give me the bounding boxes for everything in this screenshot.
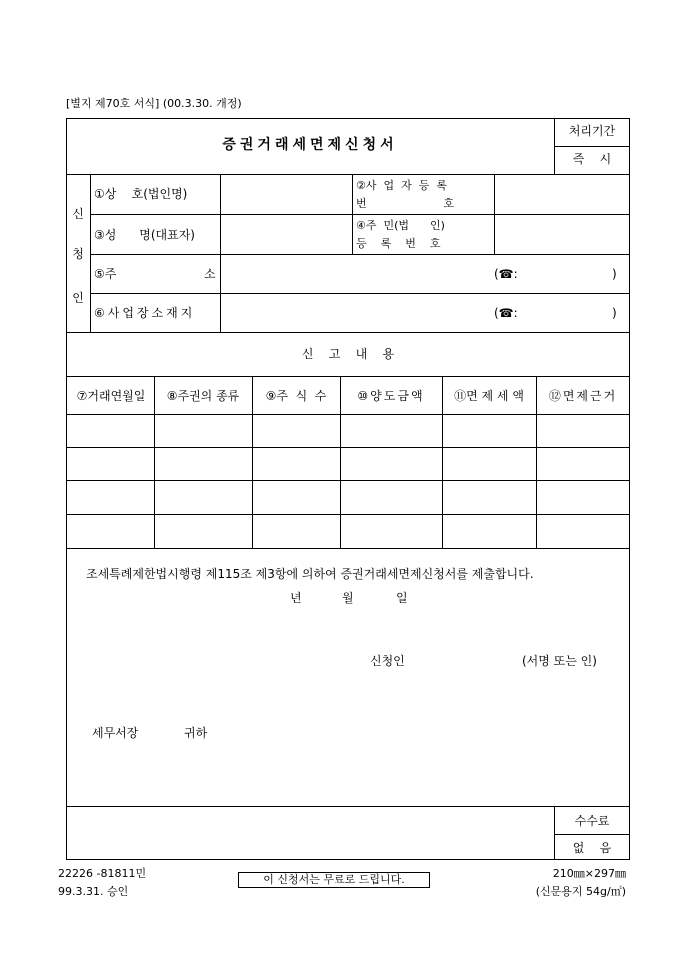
processing-period-value: 즉 시 <box>572 152 612 166</box>
field-address-label-suffix: 소 <box>204 267 216 281</box>
field-resident-reg-label-line1: ④주 민(법 인) <box>356 219 445 232</box>
business-location-input[interactable] <box>222 295 492 330</box>
field-business-location-label: ⑥사업장소재지 <box>94 306 196 320</box>
declaration-section-title: 신 고 내 용 <box>301 347 395 361</box>
column-header-transaction-date: ⑦거래연월일 <box>76 389 146 403</box>
address-phone-label: (☎: <box>494 267 518 281</box>
submission-statement: 조세특례제한법시행령 제115조 제3항에 의하여 증권거래세면제신청서를 제출합니다. <box>86 567 534 581</box>
date-day-label: 일 <box>396 591 408 605</box>
representative-name-input[interactable] <box>222 216 350 252</box>
column-header-transfer-amount: ⑩양도금액 <box>357 389 425 403</box>
resident-reg-number-input[interactable] <box>496 216 628 252</box>
processing-period-label: 처리기간 <box>568 124 616 138</box>
field-representative-label: ③성 명(대표자) <box>94 228 195 242</box>
location-phone-label: (☎: <box>494 306 518 320</box>
approval-code: 22226 -81811민 <box>58 867 147 880</box>
table-row[interactable] <box>66 415 630 447</box>
free-notice: 이 신청서는 무료로 드립니다. <box>238 872 430 888</box>
company-name-input[interactable] <box>222 176 350 212</box>
field-business-reg-label-line1: ②사 업 자 등 록 <box>356 179 447 192</box>
fee-value: 없 음 <box>572 841 612 855</box>
column-header-share-count: ⑨주 식 수 <box>265 389 327 403</box>
signature-note: (서명 또는 인) <box>522 654 597 668</box>
form-title: 증권거래세면제신청서 <box>222 137 398 153</box>
table-row[interactable] <box>66 481 630 514</box>
paper-size: 210㎜×297㎜ <box>552 867 626 880</box>
paper-type: (신문용지 54g/㎡) <box>535 885 626 898</box>
table-row[interactable] <box>66 515 630 548</box>
date-month-label: 월 <box>342 591 354 605</box>
business-reg-number-input[interactable] <box>496 176 628 212</box>
address-phone-close: ) <box>612 267 617 281</box>
addressee-suffix: 귀하 <box>184 726 208 740</box>
table-row[interactable] <box>66 448 630 480</box>
location-phone-input[interactable] <box>524 295 610 330</box>
field-business-reg-label-line2: 번 호 <box>356 197 455 210</box>
applicant-sign-input[interactable] <box>420 648 516 672</box>
form-header-note: [별지 제70호 서식] (00.3.30. 개정) <box>66 97 242 110</box>
address-input[interactable] <box>222 256 492 291</box>
applicant-side-label-3: 인 <box>72 291 84 305</box>
field-address-label: ⑤주 <box>94 267 117 281</box>
field-resident-reg-label-line2: 등 록 번 호 <box>356 237 441 250</box>
applicant-side-label-1: 신 <box>72 207 84 221</box>
field-company-name-label: ①상 호(법인명) <box>94 187 188 201</box>
location-phone-close: ) <box>612 306 617 320</box>
fee-label: 수수료 <box>574 814 610 828</box>
applicant-side-label-2: 청 <box>72 247 84 261</box>
approval-date: 99.3.31. 승인 <box>58 885 129 898</box>
address-phone-input[interactable] <box>524 256 610 291</box>
date-year-label: 년 <box>290 591 302 605</box>
applicant-sign-label: 신청인 <box>370 654 405 668</box>
addressee-label: 세무서장 <box>92 726 139 740</box>
column-header-exemption-basis: ⑫면제근거 <box>548 389 618 403</box>
column-header-exempt-tax: ⑪면 제 세 액 <box>454 389 524 403</box>
column-header-stock-type: ⑧주권의 종류 <box>166 389 240 403</box>
